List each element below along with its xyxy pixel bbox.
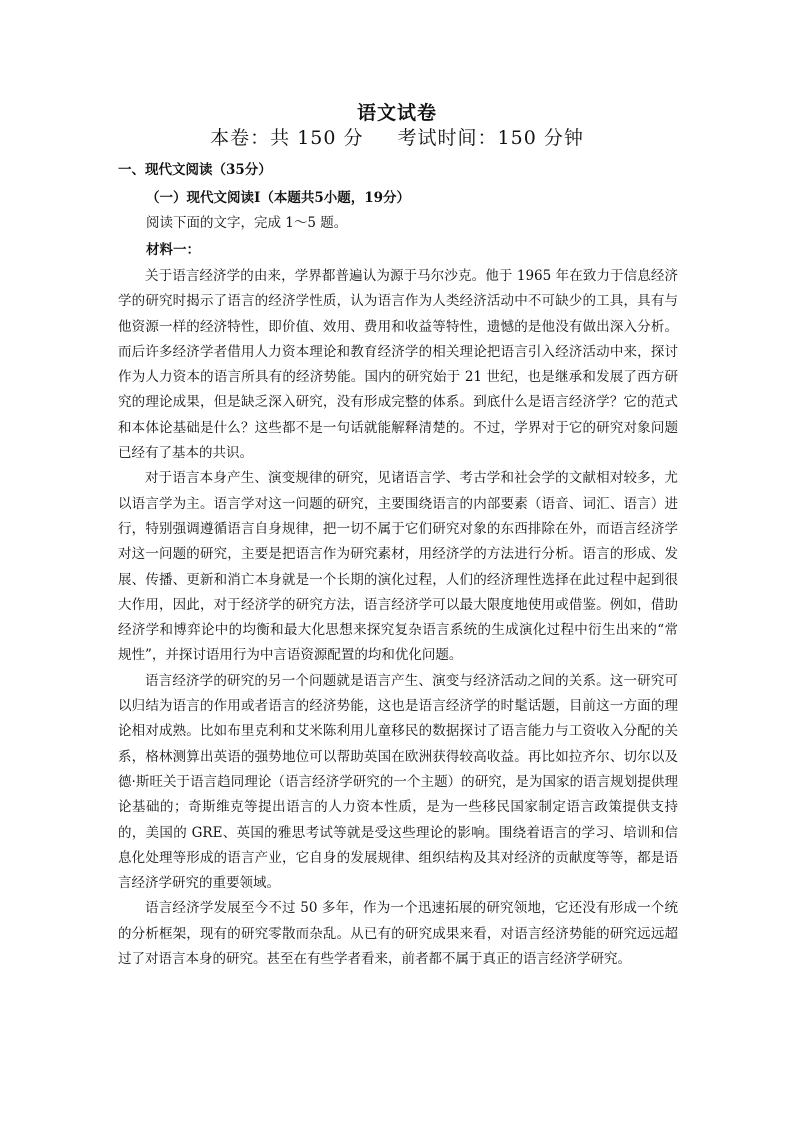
total-score: 本卷：共 150 分: [210, 127, 364, 149]
paragraph: 语言经济学发展至今不过 50 多年，作为一个迅速拓展的研究领地，它还没有形成一个统的分析框架，现有的研究零散而杂乱。从已有的研究成果来看，对语言经济势能的研究远远超过了对语言本身的研究。甚至在有些学者看来，前者都不属于真正的语言经济学研究。: [118, 900, 678, 968]
exam-subtitle: [0, 124, 794, 152]
exam-title: 语文试卷: [356, 102, 437, 124]
paragraph: 语言经济学的研究的另一个问题就是语言产生、演变与经济活动之间的关系。这一研究可以归结为语言的作用或者语言的经济势能，这也是语言经济学的时髦话题，目前这一方面的理论相对成熟。比如布里克利和艾米陈利用儿童移民的数据探讨了语言能力与工资收入分配的关系，格林测算出英语的强势地位可以帮助英国在欧洲获得较高收益。再比如拉齐尔、切尔以及德·斯旺关于语言趋同理论（语言经济学研究的一个主题）的研究，是为国家的语言规划提供理论基础的；奇斯维克等提出语言的人力资本性质，是为一些移民国家制定语言政策提供支持的，美国的 GRE、英国的雅思考试等就是受这些理论的影响。围绕着语言的学习、培训和信息化处理等形成的语言产业，它自身的发展规律、组织结构及其对经济的贡献度等等，都是语言经济学研究的重要领域。: [118, 672, 678, 892]
material-body: [118, 264, 678, 972]
exam-time: 考试时间：150 分钟: [397, 127, 584, 149]
material-label: 材料一：: [146, 242, 200, 258]
paragraph: 对于语言本身产生、演变规律的研究，见诸语言学、考古学和社会学的文献相对较多，尤以语言学为主。语言学对这一问题的研究，主要围绕语言的内部要素（语音、词汇、语言）进行，特别强调遵循语言自身规律，把一切不属于它们研究对象的东西排除在外，而语言经济学对这一问题的研究，主要是把语言作为研究素材，用经济学的方法进行分析。语言的形成、发展、传播、更新和消亡本身就是一个长期的演化过程，人们的经济理性选择在此过程中起到很大作用，因此，对于经济学的研究方法，语言经济学可以最大限度地使用或借鉴。例如，借助经济学和博弈论中的均衡和最大化思想来探究复杂语言系统的生成演化过程中衍生出来的“常规性”，并探讨语用行为中言语资源配置的均和优化问题。: [118, 470, 678, 664]
sub-section-heading: （一）现代文阅读Ⅰ（本题共5小题，19分）: [146, 190, 410, 206]
paragraph: 关于语言经济学的由来，学界都普遍认为源于马尔沙克。他于 1965 年在致力于信息经济学的研究时揭示了语言的经济学性质，认为语言作为人类经济活动中不可缺少的工具，具有与他资源一样的经济特性，即价值、效用、费用和收益等特性，遗憾的是他没有做出深入分析。而后许多经济学者借用人力资本理论和教育经济学的相关理论把语言引入经济活动中来，探讨作为人力资本的语言所具有的经济势能。国内的研究始于 21 世纪，也是继承和发展了西方研究的理论成果，但是缺乏深入研究，没有形成完整的体系。到底什么是语言经济学？它的范式和本体论基础是什么？这些都不是一句话就能解释清楚的。不过，学界对于它的研究对象问题已经有了基本的共识。: [118, 268, 678, 462]
reading-instruction: 阅读下面的文字，完成 1～5 题。: [146, 215, 348, 231]
section-heading: 一、现代文阅读（35分）: [118, 162, 272, 178]
